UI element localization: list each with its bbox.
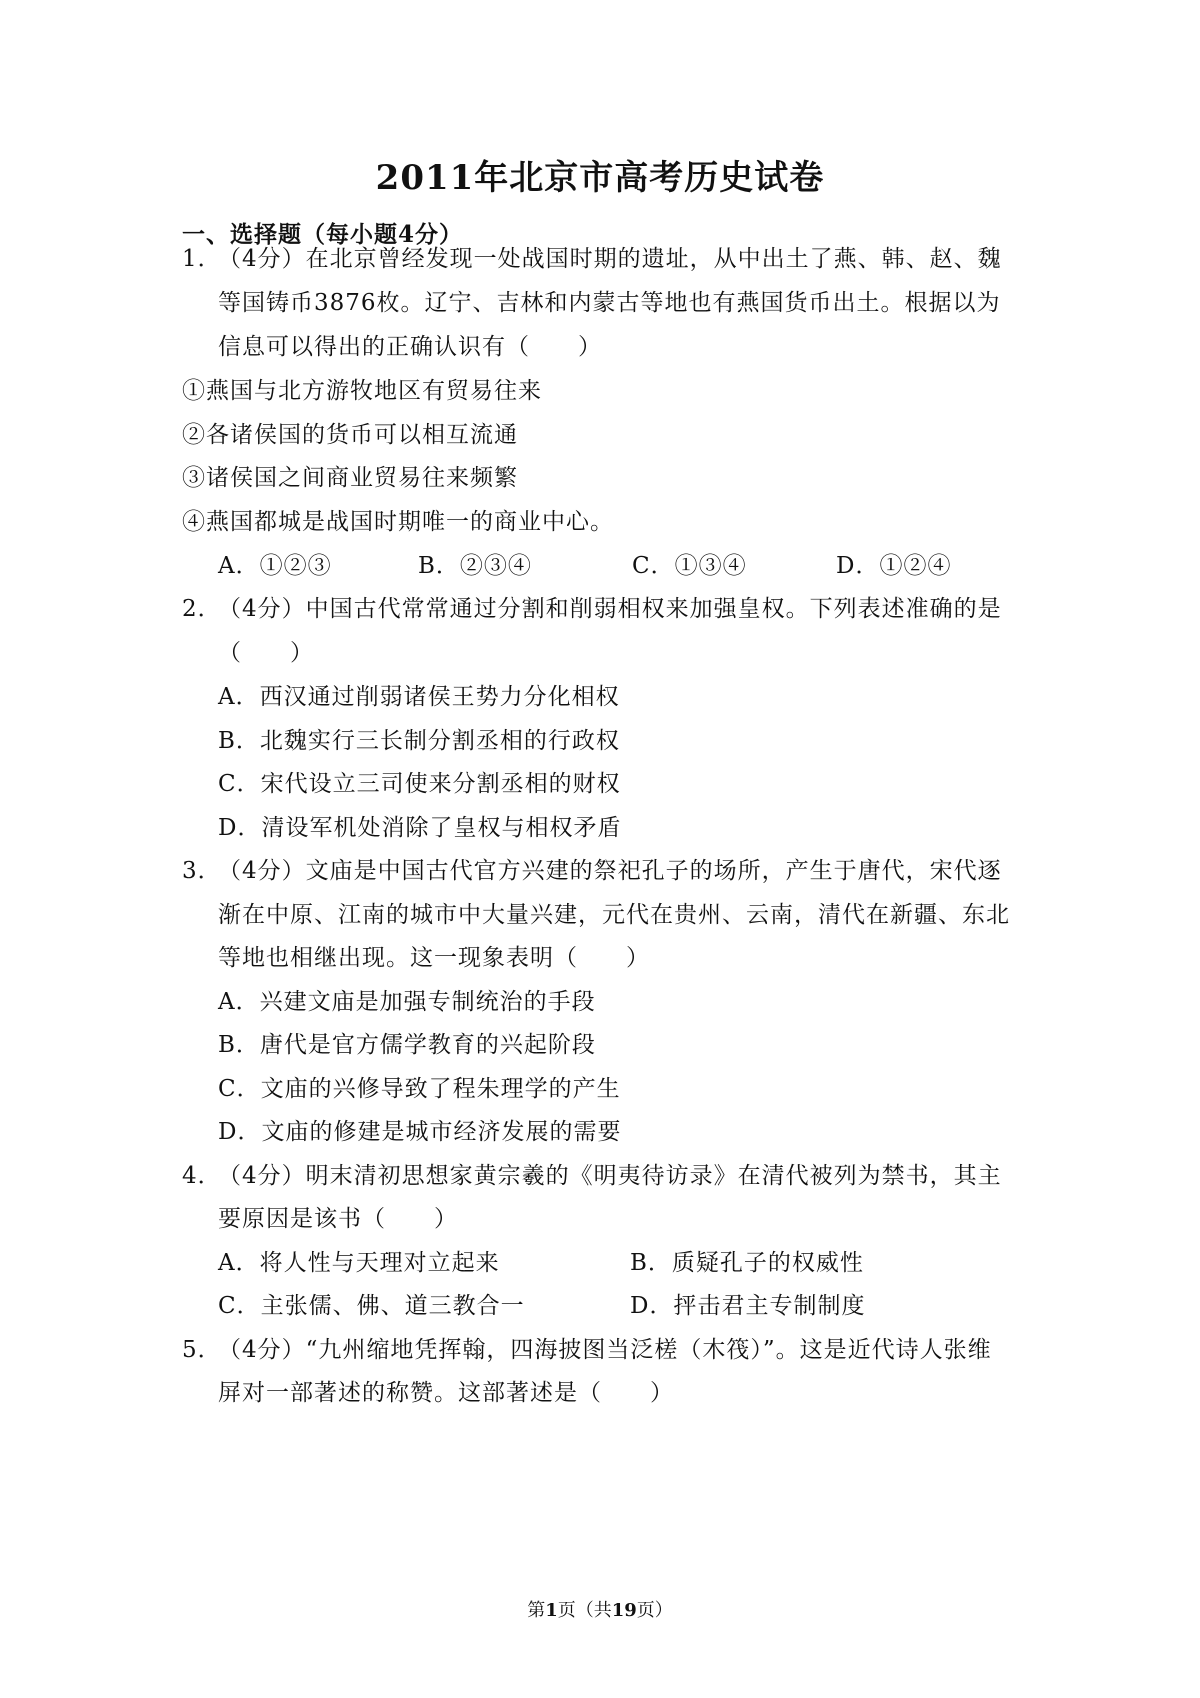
- q3-option-c[interactable]: C．文庙的兴修导致了程朱理学的产生: [218, 1076, 621, 1102]
- question-text: （4分）明末清初思想家黄宗羲的《明夷待访录》在清代被列为禁书，其主: [218, 1163, 1002, 1189]
- question-number: 2．: [182, 596, 222, 622]
- question-5-line-1: [182, 1335, 992, 1365]
- q3-option-b[interactable]: B．唐代是官方儒学教育的兴起阶段: [218, 1032, 596, 1058]
- q3-option-a[interactable]: A．兴建文庙是加强专制统治的手段: [218, 989, 596, 1015]
- question-3-line-2: 渐在中原、江南的城市中大量兴建，元代在贵州、云南，清代在新疆、东北: [218, 902, 1010, 928]
- q1-option-a[interactable]: A．①②③: [218, 553, 332, 579]
- question-number: 1．: [182, 246, 222, 272]
- question-2-line-2: （ ）: [218, 640, 314, 666]
- footer-prefix: 第: [527, 1600, 546, 1621]
- q4-option-b[interactable]: B．质疑孔子的权威性: [630, 1250, 864, 1276]
- q2-option-d[interactable]: D．清设军机处消除了皇权与相权矛盾: [218, 815, 622, 841]
- q3-option-d[interactable]: D．文庙的修建是城市经济发展的需要: [218, 1119, 622, 1145]
- question-number: 3．: [182, 858, 222, 884]
- question-3-line-1: [182, 856, 1002, 886]
- q2-option-c[interactable]: C．宋代设立三司使来分割丞相的财权: [218, 771, 621, 797]
- q2-option-a[interactable]: A．西汉通过削弱诸侯王势力分化相权: [218, 684, 620, 710]
- question-1-line-3: 信息可以得出的正确认识有（ ）: [218, 334, 602, 360]
- footer-suffix: 页）: [636, 1600, 673, 1621]
- section-heading: 一、选择题（每小题4分）: [182, 221, 464, 248]
- question-text: （4分）在北京曾经发现一处战国时期的遗址，从中出土了燕、韩、赵、魏: [218, 246, 1002, 272]
- question-1-line-2: 等国铸币3876枚。辽宁、吉林和内蒙古等地也有燕国货币出土。根据以为: [218, 290, 1001, 316]
- total-page-number: 19: [611, 1600, 637, 1621]
- q4-option-c[interactable]: C．主张儒、佛、道三教合一: [218, 1293, 525, 1319]
- question-number: 5．: [182, 1337, 222, 1363]
- question-3-line-3: 等地也相继出现。这一现象表明（ ）: [218, 945, 650, 971]
- question-number: 4．: [182, 1163, 222, 1189]
- question-1-line-1: [182, 244, 1002, 274]
- statement-2: ②各诸侯国的货币可以相互流通: [182, 422, 518, 448]
- question-5-line-2: 屏对一部著述的称赞。这部著述是（ ）: [218, 1380, 674, 1406]
- statement-3: ③诸侯国之间商业贸易往来频繁: [182, 465, 518, 491]
- page-footer: [0, 1596, 1200, 1622]
- q1-option-d[interactable]: D．①②④: [836, 553, 952, 579]
- current-page-number: 1: [545, 1600, 558, 1621]
- question-text: （4分）中国古代常常通过分割和削弱相权来加强皇权。下列表述准确的是: [218, 596, 1002, 622]
- statement-1: ①燕国与北方游牧地区有贸易往来: [182, 378, 542, 404]
- question-text: （4分）文庙是中国古代官方兴建的祭祀孔子的场所，产生于唐代，宋代逐: [218, 858, 1002, 884]
- question-4-line-1: [182, 1161, 1002, 1191]
- q1-option-b[interactable]: B．②③④: [418, 553, 532, 579]
- q1-option-c[interactable]: C．①③④: [632, 553, 747, 579]
- q2-option-b[interactable]: B．北魏实行三长制分割丞相的行政权: [218, 728, 620, 754]
- q4-option-a[interactable]: A．将人性与天理对立起来: [218, 1250, 500, 1276]
- question-4-line-2: 要原因是该书（ ）: [218, 1206, 458, 1232]
- statement-4: ④燕国都城是战国时期唯一的商业中心。: [182, 509, 614, 535]
- question-text: （4分）“九州缩地凭挥翰，四海披图当泛槎（木筏）”。这是近代诗人张维: [218, 1337, 992, 1363]
- footer-middle: 页（共: [557, 1600, 612, 1621]
- q4-option-d[interactable]: D．抨击君主专制制度: [630, 1293, 866, 1319]
- document-title: 2011年北京市高考历史试卷: [375, 158, 825, 198]
- question-2-line-1: [182, 594, 1002, 624]
